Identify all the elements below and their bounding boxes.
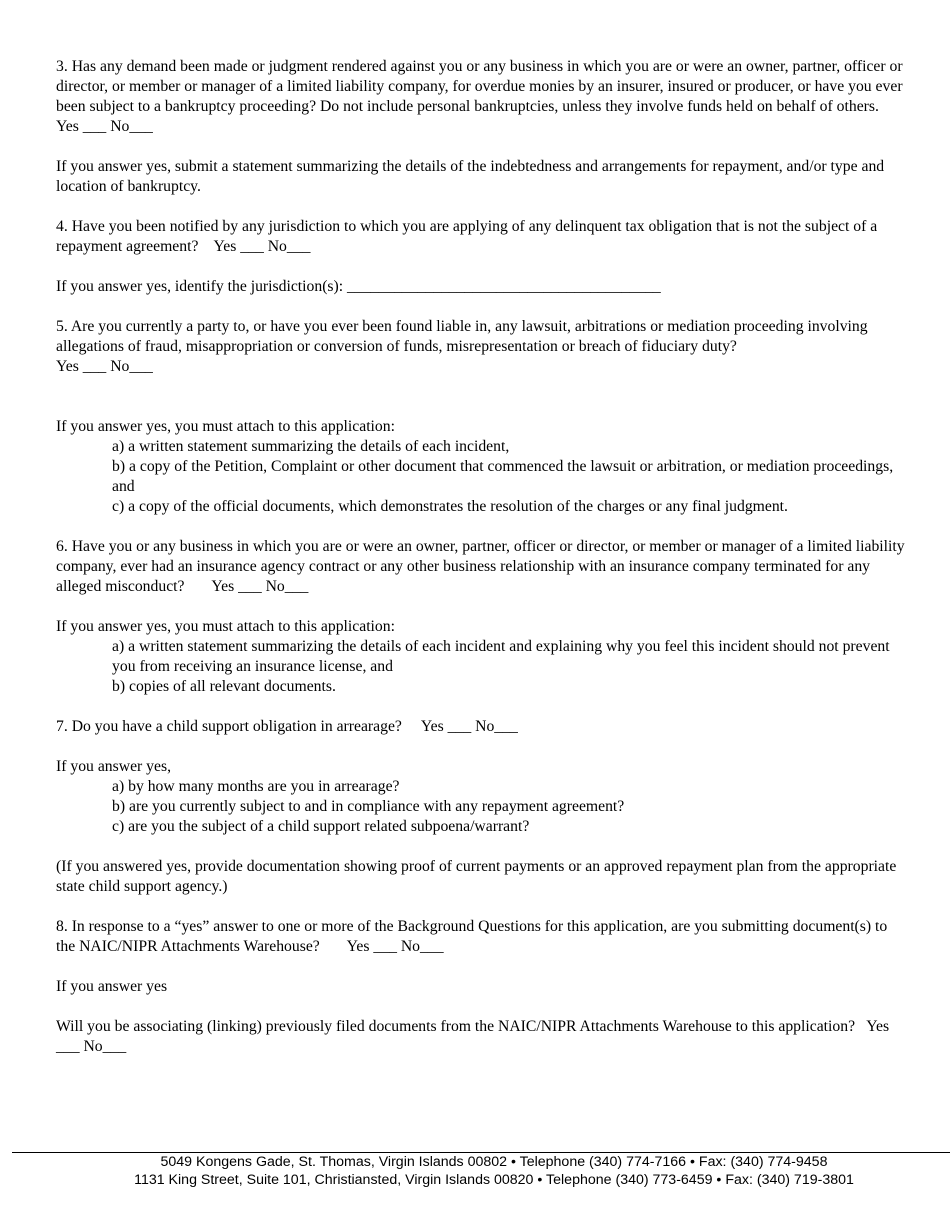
question-4: [56, 217, 906, 257]
question-6: [56, 537, 906, 597]
question-8-text: 8. In response to a “yes” answer to one or more of the Background Questions for this application, are you submitting document(s) to the NAIC/NIPR Attachments Warehouse?: [56, 918, 888, 955]
question-3-answer[interactable]: Yes ___ No___: [56, 118, 153, 135]
question-8-linking-answer[interactable]: Yes ___ No___: [56, 1018, 890, 1055]
question-6-text: 6. Have you or any business in which you are or were an owner, partner, officer or director, or member or manager of a limited liability company, ever had an insurance agency contract or any other business relationship with an insurance company terminated for any alleged misconduct?: [56, 538, 905, 595]
list-item: b) a copy of the Petition, Complaint or other document that commenced the lawsuit or arbitration, or mediation proceedings, and: [112, 458, 894, 495]
list-item: a) a written statement summarizing the details of each incident,: [112, 438, 510, 455]
question-4-text: 4. Have you been notified by any jurisdiction to which you are applying of any delinquent tax obligation that is not the subject of a repayment agreement?: [56, 218, 878, 255]
question-3-followup: If you answer yes, submit a statement summarizing the details of the indebtedness and arrangements for repayment, and/or type and location of bankruptcy.: [56, 158, 885, 195]
question-5-text: 5. Are you currently a party to, or have you ever been found liable in, any lawsuit, arbitrations or mediation proceeding involving allegations of fraud, misappropriation or conversion of funds, misrepresentation or breach of fiduciary duty?: [56, 318, 868, 355]
list-item: b) are you currently subject to and in compliance with any repayment agreement?: [112, 798, 625, 815]
spacer: [56, 837, 906, 857]
question-7-note: (If you answered yes, provide documentation showing proof of current payments or an approved repayment plan from the appropriate state child support agency.): [56, 858, 897, 895]
question-7-answer[interactable]: Yes ___ No___: [420, 718, 518, 735]
question-7: [56, 717, 906, 737]
footer-address-christiansted: 1131 King Street, Suite 101, Christiansted, Virgin Islands 00820 • Telephone (340) 773-6459 • Fax: (340) 719-3801: [134, 1172, 854, 1188]
question-5: [56, 317, 906, 377]
footer-address-st-thomas: 5049 Kongens Gade, St. Thomas, Virgin Islands 00802 • Telephone (340) 774-7166 • Fax: (340) 774-9458: [160, 1154, 828, 1170]
question-8-answer[interactable]: Yes ___ No___: [346, 938, 444, 955]
question-4-followup[interactable]: If you answer yes, identify the jurisdiction(s): ________________________________________: [56, 278, 661, 295]
list-item: c) a copy of the official documents, which demonstrates the resolution of the charges or any final judgment.: [112, 498, 788, 515]
question-8-followup: If you answer yes: [56, 978, 168, 995]
list-item: a) a written statement summarizing the details of each incident and explaining why you feel this incident should not prevent you from receiving an insurance license, and: [112, 638, 890, 675]
question-7-text: 7. Do you have a child support obligation in arrearage?: [56, 718, 402, 735]
question-3-text: 3. Has any demand been made or judgment rendered against you or any business in which you are or were an owner, partner, officer or director, or member or manager of a limited liability company, for overdue monies by an insurer, insured or producer, or have you ever been subject to a bankruptcy proceeding? Do not include personal bankruptcies, unless they involve funds held on behalf of others.: [56, 58, 903, 115]
question-6-answer[interactable]: Yes ___ No___: [211, 578, 309, 595]
question-4-answer[interactable]: Yes ___ No___: [213, 238, 311, 255]
spacer: [56, 697, 906, 717]
form-body: [56, 57, 906, 1077]
list-item: b) copies of all relevant documents.: [112, 678, 336, 695]
spacer: [56, 397, 906, 417]
question-3: [56, 57, 906, 137]
question-5-answer[interactable]: Yes ___ No___: [56, 358, 153, 375]
question-6-followup: If you answer yes, you must attach to this application:: [56, 618, 395, 635]
list-item: c) are you the subject of a child support related subpoena/warrant?: [112, 818, 530, 835]
question-5-followup: If you answer yes, you must attach to this application:: [56, 418, 395, 435]
question-8: [56, 917, 906, 957]
spacer: [56, 517, 906, 537]
list-item: a) by how many months are you in arrearage?: [112, 778, 400, 795]
footer: [0, 1153, 950, 1189]
question-8-linking: [56, 1017, 906, 1057]
question-8-linking-text: Will you be associating (linking) previously filed documents from the NAIC/NIPR Attachments Warehouse to this application?: [56, 1018, 856, 1035]
question-7-followup: If you answer yes,: [56, 758, 172, 775]
